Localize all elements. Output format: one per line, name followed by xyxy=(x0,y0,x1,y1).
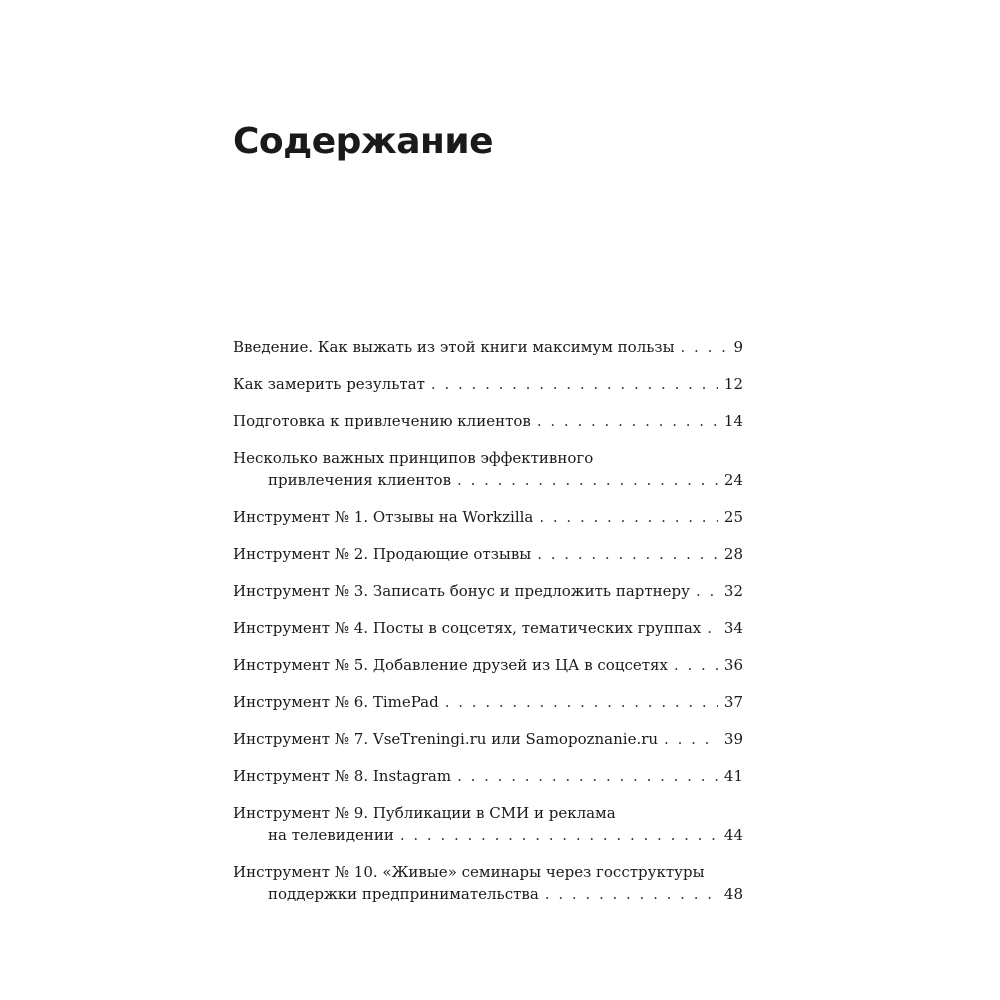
toc-entry-tool-9[interactable] xyxy=(233,802,743,846)
dot-leader xyxy=(431,373,718,395)
toc-entry-title: Инструмент № 2. Продающие отзывы xyxy=(233,545,532,563)
toc-entry-title: Как замерить результат xyxy=(233,375,425,393)
toc-entry-title: Инструмент № 3. Записать бонус и предложить партнеру xyxy=(233,582,690,600)
toc-entry-title-continued: привлечения клиентов xyxy=(268,471,452,489)
toc-entry-title: Инструмент № 5. Добавление друзей из ЦА в соцсетях xyxy=(233,656,668,674)
toc-entry-page: 36 xyxy=(723,656,743,674)
toc-entry-page: 41 xyxy=(723,767,743,785)
toc-entry-page: 48 xyxy=(723,885,743,903)
toc-entry-page: 14 xyxy=(723,412,743,430)
toc-entry-title: Подготовка к привлечению клиентов xyxy=(233,412,531,430)
toc-entry-tool-6[interactable] xyxy=(233,691,743,713)
dot-leader xyxy=(445,691,718,713)
dot-leader xyxy=(457,765,718,787)
toc-entry-tool-8[interactable] xyxy=(233,765,743,787)
toc-entry-page: 24 xyxy=(723,471,743,489)
dot-leader xyxy=(664,728,718,750)
dot-leader xyxy=(696,580,718,602)
toc-entry-page: 25 xyxy=(723,508,743,526)
dot-leader xyxy=(674,654,718,676)
toc-entry-page: 37 xyxy=(723,693,743,711)
dot-leader xyxy=(539,506,718,528)
toc-entry-page: 34 xyxy=(723,619,743,637)
toc-entry-tool-2[interactable] xyxy=(233,543,743,565)
toc-entry-page: 28 xyxy=(723,545,743,563)
toc-entry-title: Инструмент № 7. VseTreningi.ru или Samopoznanie.ru xyxy=(233,730,659,748)
dot-leader xyxy=(681,336,728,358)
toc-entry-tool-7[interactable] xyxy=(233,728,743,750)
dot-leader xyxy=(457,469,718,491)
toc-entry-tool-5[interactable] xyxy=(233,654,743,676)
toc-entry-tool-4[interactable] xyxy=(233,617,743,639)
toc-entry-title: Инструмент № 4. Посты в соцсетях, тематических группах xyxy=(233,619,702,637)
dot-leader xyxy=(400,824,718,846)
toc-entry-title: Инструмент № 8. Instagram xyxy=(233,767,452,785)
dot-leader xyxy=(545,883,718,905)
toc-entry-page: 12 xyxy=(723,375,743,393)
toc-entry-page: 39 xyxy=(723,730,743,748)
table-of-contents xyxy=(233,336,743,920)
toc-entry-page: 44 xyxy=(723,826,743,844)
toc-entry-title: Инструмент № 1. Отзывы на Workzilla xyxy=(233,508,534,526)
toc-entry-title-continued: поддержки предпринимательства xyxy=(268,885,539,903)
toc-entry-title: Инструмент № 10. «Живые» семинары через госструктуры xyxy=(233,863,705,881)
toc-entry-measure-result[interactable] xyxy=(233,373,743,395)
toc-entry-tool-3[interactable] xyxy=(233,580,743,602)
toc-entry-page: 9 xyxy=(733,338,743,356)
toc-entry-title: Несколько важных принципов эффективного xyxy=(233,449,594,467)
toc-entry-title: Введение. Как выжать из этой книги максимум пользы xyxy=(233,338,675,356)
toc-entry-title-continued: на телевидении xyxy=(268,826,394,844)
toc-entry-principles[interactable] xyxy=(233,447,743,491)
toc-entry-title: Инструмент № 9. Публикации в СМИ и реклама xyxy=(233,804,616,822)
toc-entry-tool-10[interactable] xyxy=(233,861,743,905)
dot-leader xyxy=(707,617,718,639)
toc-entry-tool-1[interactable] xyxy=(233,506,743,528)
dot-leader xyxy=(537,543,718,565)
toc-entry-preparation[interactable] xyxy=(233,410,743,432)
dot-leader xyxy=(537,410,718,432)
toc-entry-page: 32 xyxy=(723,582,743,600)
page-title: Содержание xyxy=(233,121,494,162)
toc-entry-introduction[interactable] xyxy=(233,336,743,358)
toc-entry-title: Инструмент № 6. TimePad xyxy=(233,693,439,711)
